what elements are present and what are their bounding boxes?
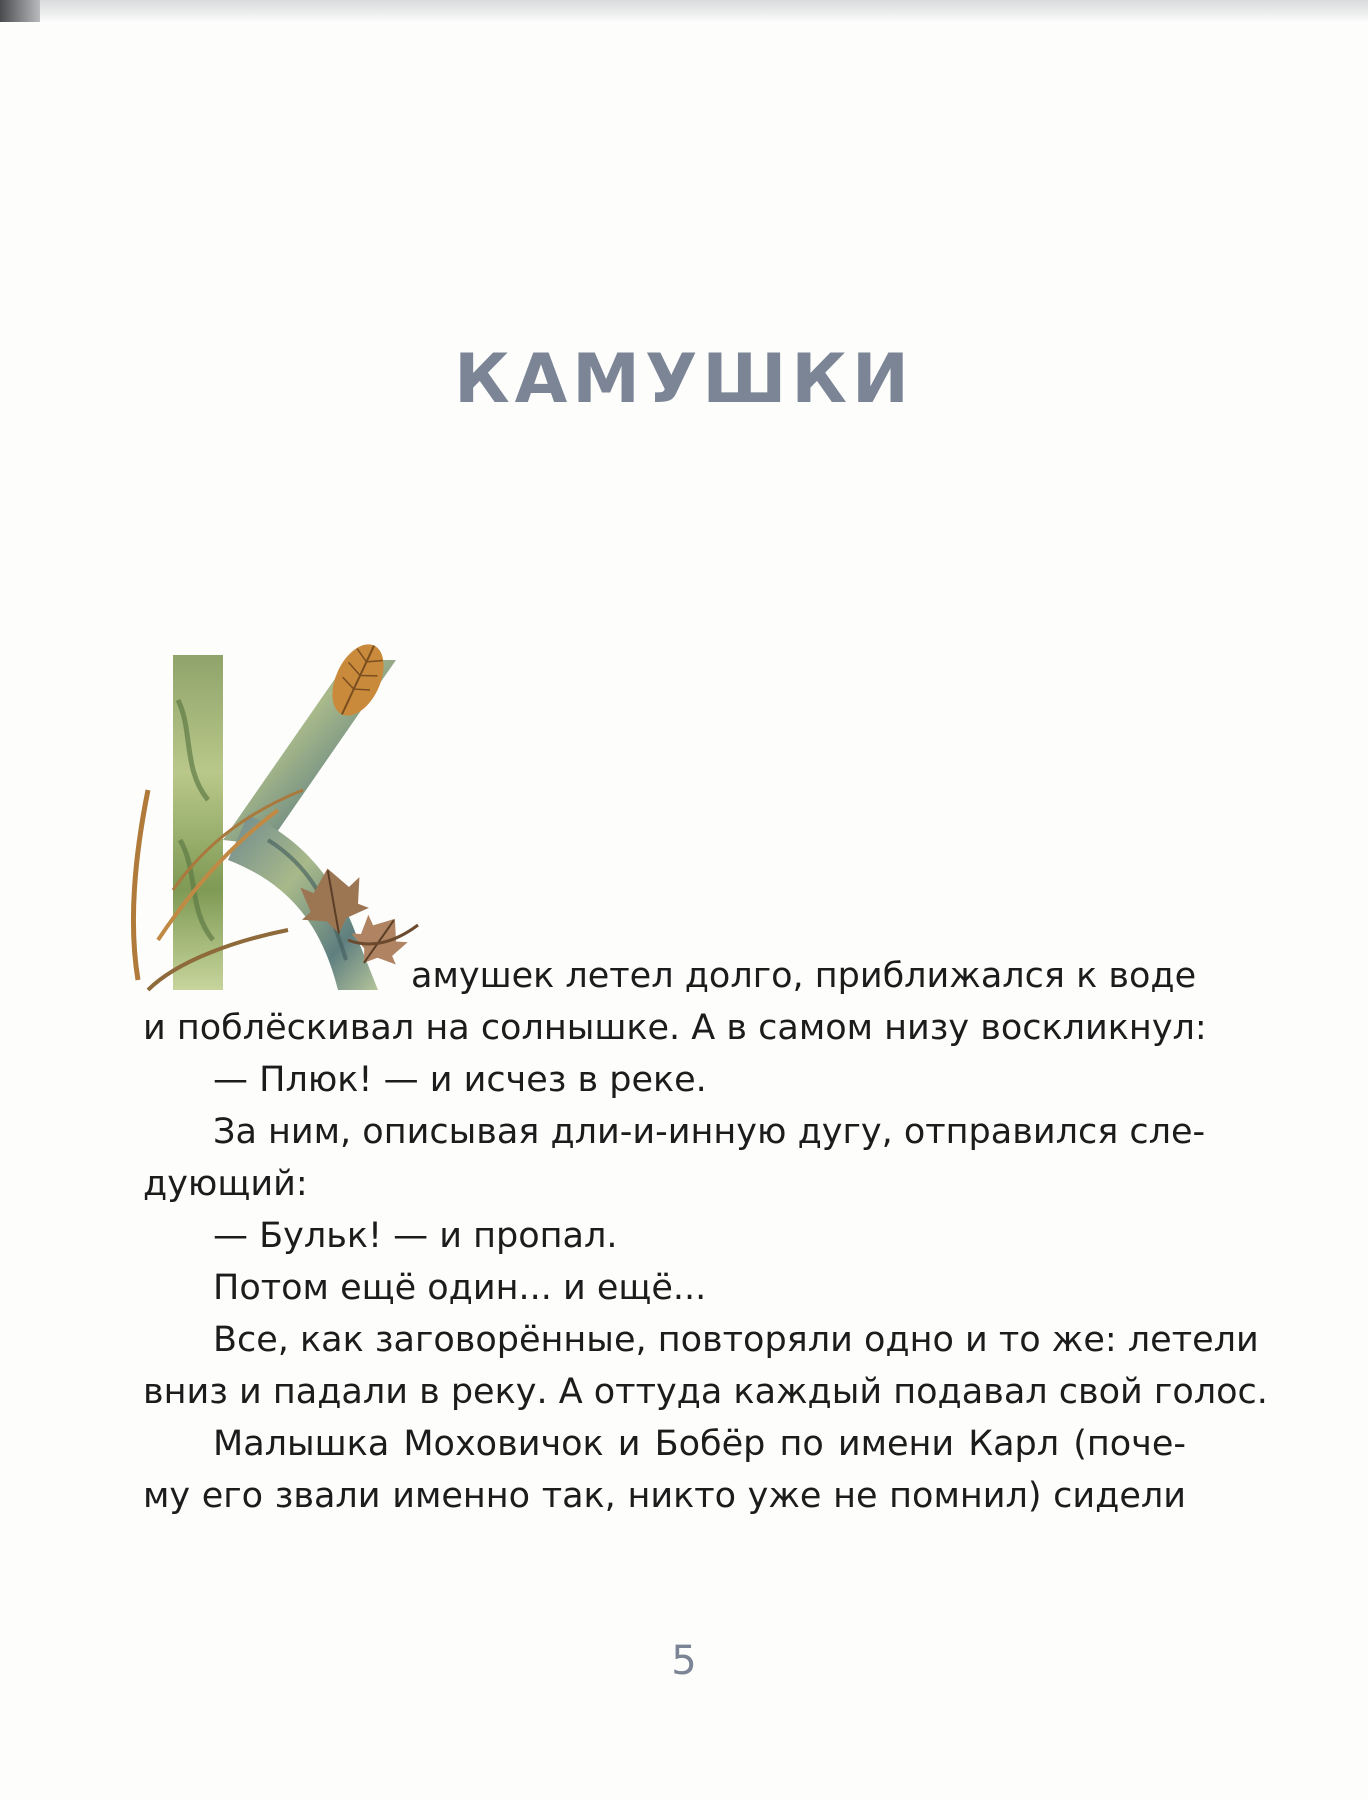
text-line: и поблёскивал на солнышке. А в самом низу воскликнул: [143,1008,1207,1048]
text-line: вниз и падали в реку. А оттуда каждый подавал свой голос. [143,1372,1268,1412]
story-text [143,950,1268,1522]
text-line: — Плюк! — и исчез в реке. [213,1060,707,1100]
scan-corner-shadow [0,0,40,22]
text-line: Малышка Моховичок и Бобёр по имени Карл (поче- [213,1424,1186,1464]
drop-cap-illustration [118,640,438,1000]
text-line: му его звали именно так, никто уже не помнил) сидели [143,1476,1186,1516]
page-number: 5 [671,1638,697,1684]
text-line: амушек летел долго, приближался к воде [411,956,1197,996]
chapter-title: КАМУШКИ [454,340,914,419]
text-line: Все, как заговорённые, повторяли одно и то же: летели [213,1320,1259,1360]
scan-top-edge [0,0,1368,22]
text-line: — Бульк! — и пропал. [213,1216,618,1256]
text-line: дующий: [143,1164,308,1204]
text-line: За ним, описывая дли-и-инную дугу, отправился сле- [213,1112,1206,1152]
text-line: Потом ещё один... и ещё... [213,1268,707,1308]
